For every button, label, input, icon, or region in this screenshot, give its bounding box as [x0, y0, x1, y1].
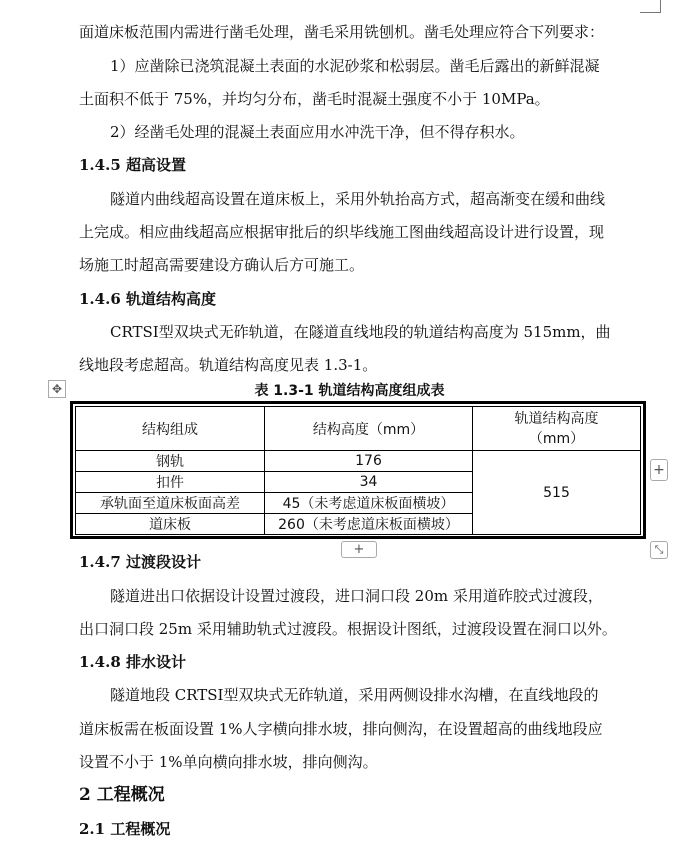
table-cell[interactable]: 176 — [265, 451, 473, 472]
body-line: 线地段考虑超高。轨道结构高度见表 1.3-1。 — [79, 356, 378, 374]
section-heading-1-4-7: 1.4.7 过渡段设计 — [79, 553, 201, 571]
body-line: 隧道地段 CRTSⅠ型双块式无砟轨道，采用两侧设排水沟槽，在直线地段的 — [110, 686, 599, 704]
table-move-handle-icon[interactable]: ✥ — [48, 380, 66, 398]
add-row-plus-icon[interactable]: + — [341, 541, 377, 558]
table-row — [76, 451, 641, 472]
table-header-cell[interactable]: 轨道结构高度 （mm） — [473, 407, 641, 451]
body-line: 道床板需在板面设置 1%人字横向排水坡，排向侧沟，在设置超高的曲线地段应 — [79, 720, 603, 738]
body-line: 1）应凿除已浇筑混凝土表面的水泥砂浆和松弱层。凿毛后露出的新鲜混凝 — [110, 57, 600, 75]
section-heading-1-4-6: 1.4.6 轨道结构高度 — [79, 290, 216, 308]
page-corner-mark — [640, 0, 661, 13]
table-total-cell[interactable]: 515 — [473, 451, 641, 535]
section-heading-1-4-5: 1.4.5 超高设置 — [79, 156, 186, 174]
structure-height-table — [75, 406, 641, 535]
body-line: 上完成。相应曲线超高应根据审批后的织毕线施工图曲线超高设计进行设置，现 — [79, 223, 605, 241]
table-cell[interactable]: 承轨面至道床板面高差 — [76, 493, 265, 514]
body-line: 隧道进出口依据设计设置过渡段，进口洞口段 20m 采用道砟胶式过渡段， — [110, 587, 603, 605]
table-cell[interactable]: 260（未考虑道床板面横坡） — [265, 514, 473, 535]
body-line: 场施工时超高需要建设方确认后方可施工。 — [79, 256, 365, 274]
table-cell[interactable]: 钢轨 — [76, 451, 265, 472]
table-cell[interactable]: 45（未考虑道床板面横坡） — [265, 493, 473, 514]
table-frame — [70, 401, 646, 539]
body-line: 土面积不低于 75%，并均匀分布，凿毛时混凝土强度不小于 10MPa。 — [79, 90, 550, 108]
table-cell[interactable]: 道床板 — [76, 514, 265, 535]
body-line: 出口洞口段 25m 采用辅助轨式过渡段。根据设计图纸，过渡段设置在洞口以外。 — [79, 620, 617, 638]
body-line: CRTSⅠ型双块式无砟轨道，在隧道直线地段的轨道结构高度为 515mm，曲 — [110, 323, 611, 341]
section-heading-2-1: 2.1 工程概况 — [79, 820, 171, 838]
table-resize-handle-icon[interactable]: ⤡ — [650, 541, 668, 559]
table-header-cell[interactable]: 结构组成 — [76, 407, 265, 451]
table-caption: 表 1.3-1 轨道结构高度组成表 — [254, 383, 445, 399]
body-line: 2）经凿毛处理的混凝土表面应用水冲洗干净，但不得存积水。 — [110, 123, 525, 141]
body-line: 隧道内曲线超高设置在道床板上，采用外轨抬高方式，超高渐变在缓和曲线 — [110, 190, 606, 208]
table-cell[interactable]: 扣件 — [76, 472, 265, 493]
add-column-plus-icon[interactable]: + — [650, 459, 668, 481]
section-heading-1-4-8: 1.4.8 排水设计 — [79, 653, 186, 671]
section-heading-2: 2 工程概况 — [79, 785, 165, 805]
table-header-cell[interactable]: 结构高度（mm） — [265, 407, 473, 451]
body-line: 面道床板范围内需进行凿毛处理，凿毛采用铣刨机。凿毛处理应符合下列要求： — [79, 23, 605, 41]
body-line: 设置不小于 1%单向横向排水坡，排向侧沟。 — [79, 753, 378, 771]
table-cell[interactable]: 34 — [265, 472, 473, 493]
